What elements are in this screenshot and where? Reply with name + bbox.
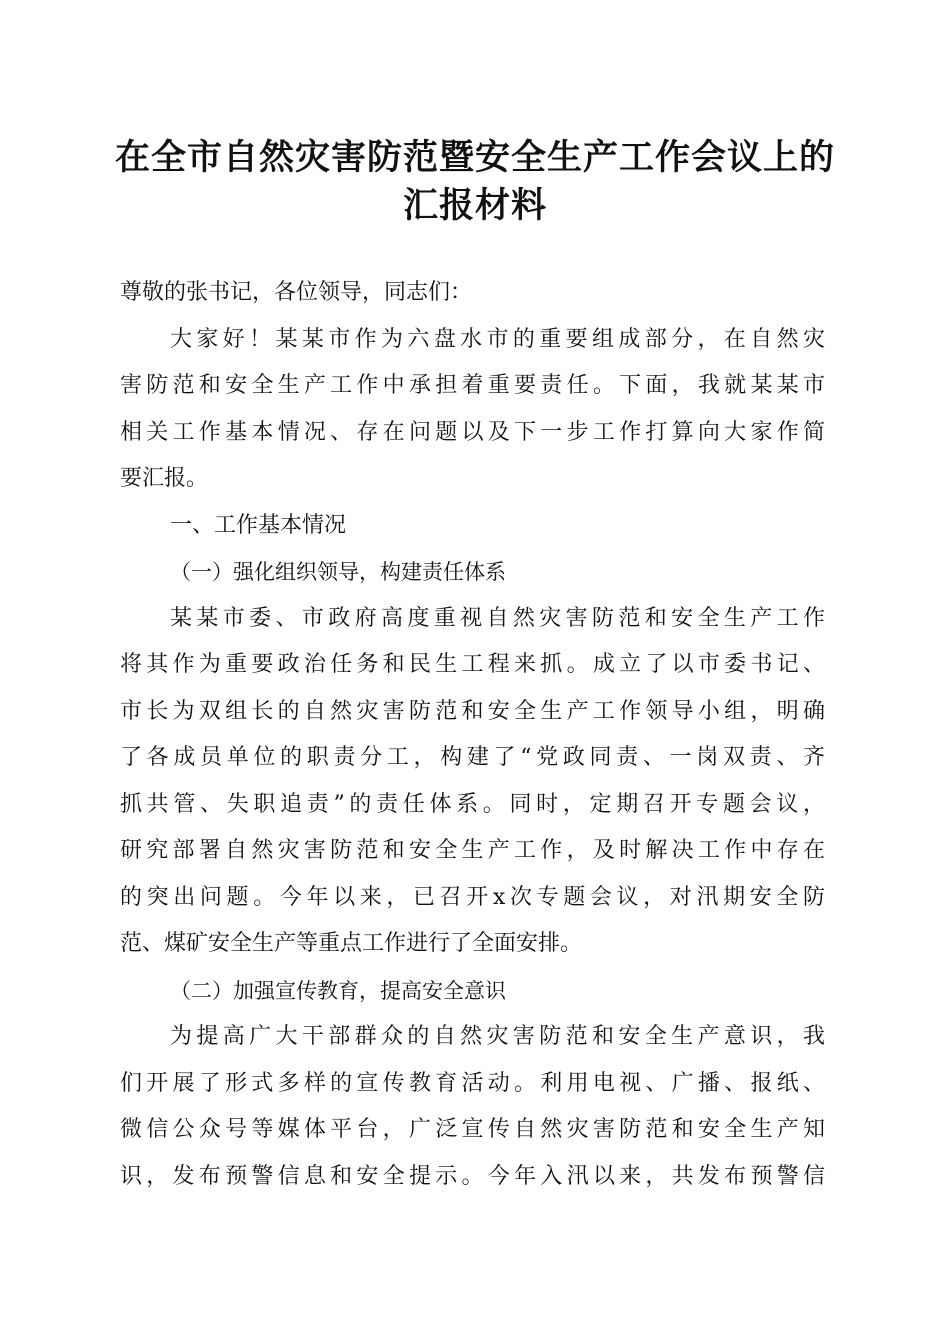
paragraph-line: 害防范和安全生产工作中承担着重要责任。下面，我就某某市 (120, 373, 825, 398)
paragraph-line: 的突出问题。今年以来，已召开x次专题会议，对汛期安全防 (120, 884, 825, 910)
subsection-2-paragraph (120, 1014, 825, 1200)
paragraph-line: 了各成员单位的职责分工，构建了“党政同责、一岗双责、齐 (120, 745, 825, 770)
paragraph-line: 微信公众号等媒体平台，广泛宣传自然灾害防范和安全生产知 (120, 1117, 825, 1142)
intro-paragraph (120, 317, 825, 503)
subsection-heading-1: （一）强化组织领导，构建责任体系 (170, 560, 506, 584)
paragraph-line: 要汇报。 (120, 466, 209, 491)
paragraph-line: 将其作为重要政治任务和民生工程来抓。成立了以市委书记、 (120, 652, 825, 677)
subsection-1-paragraph (120, 596, 825, 968)
paragraph-line: 们开展了形式多样的宣传教育活动。利用电视、广播、报纸、 (120, 1070, 825, 1096)
paragraph-line: 为提高广大干部群众的自然灾害防范和安全生产意识，我 (170, 1024, 825, 1049)
paragraph-line: 识，发布预警信息和安全提示。今年入汛以来，共发布预警信 (120, 1163, 825, 1189)
document-title (100, 134, 850, 230)
title-line-2: 汇报材料 (402, 185, 547, 226)
title-line-1: 在全市自然灾害防范暨安全生产工作会议上的 (114, 137, 835, 178)
paragraph-line: 相关工作基本情况、存在问题以及下一步工作打算向大家作简 (120, 419, 825, 445)
subsection-heading-2: （二）加强宣传教育，提高安全意识 (170, 978, 506, 1003)
paragraph-line: 研究部署自然灾害防范和安全生产工作，及时解决工作中存在 (120, 838, 825, 863)
salutation: 尊敬的张书记，各位领导，同志们： (120, 280, 473, 305)
paragraph-line: 范、煤矿安全生产等重点工作进行了全面安排。 (120, 931, 583, 956)
section-heading-1: 一、工作基本情况 (170, 512, 347, 538)
document-body (120, 270, 825, 1200)
paragraph-line: 大家好！某某市作为六盘水市的重要组成部分，在自然灾 (170, 326, 825, 352)
paragraph-line: 抓共管、失职追责”的责任体系。同时，定期召开专题会议， (120, 791, 825, 817)
paragraph-line: 某某市委、市政府高度重视自然灾害防范和安全生产工作 (170, 605, 825, 631)
paragraph-line: 市长为双组长的自然灾害防范和安全生产工作领导小组，明确 (120, 698, 825, 724)
